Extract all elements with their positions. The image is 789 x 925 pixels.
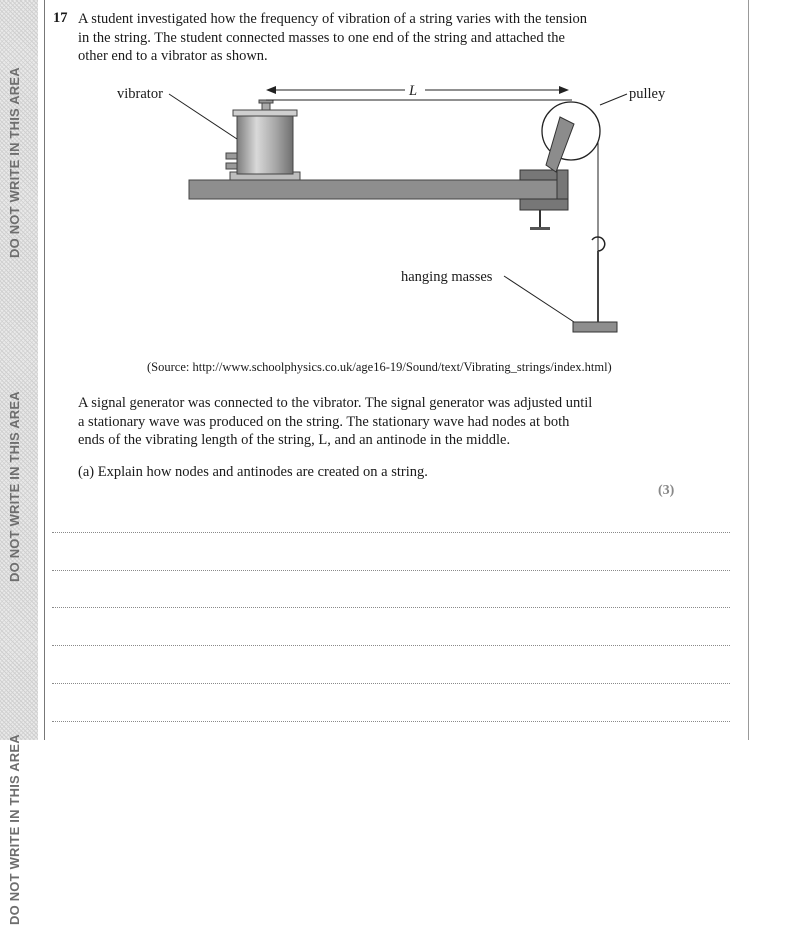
label-length: L [409, 83, 418, 99]
answer-line[interactable] [52, 683, 730, 684]
right-border-rule [748, 0, 749, 740]
clamp [520, 170, 568, 230]
left-border-rule [44, 0, 45, 740]
leader-vibrator [169, 94, 237, 139]
answer-line[interactable] [52, 721, 730, 722]
margin-warning-3: DO NOT WRITE IN THIS AREA [7, 734, 22, 925]
hanging-masses [573, 237, 617, 332]
intro-line: in the string. The student connected masses to one end of the string and attached the [78, 29, 565, 46]
answer-line[interactable] [52, 607, 730, 608]
margin-warning-1: DO NOT WRITE IN THIS AREA [7, 67, 22, 258]
leader-pulley [600, 94, 627, 105]
part-a-question: (a) Explain how nodes and antinodes are created on a string. [78, 464, 428, 480]
leader-masses [504, 276, 574, 322]
vibrator [226, 100, 300, 180]
part-a-marks: (3) [658, 483, 675, 498]
answer-line[interactable] [52, 532, 730, 533]
question-number: 17 [53, 10, 68, 26]
answer-line[interactable] [52, 645, 730, 646]
apparatus-diagram [100, 75, 680, 355]
body-line: a stationary wave was produced on the string. The stationary wave had nodes at both [78, 413, 570, 430]
intro-line: A student investigated how the frequency of vibration of a string varies with the tension [78, 11, 587, 27]
body-line: A signal generator was connected to the vibrator. The signal generator was adjusted until [78, 395, 593, 411]
body-line: ends of the vibrating length of the string, L, and an antinode in the middle. [78, 432, 511, 448]
label-hanging-masses: hanging masses [401, 269, 493, 285]
bench [189, 180, 568, 199]
figure-source: (Source: http://www.schoolphysics.co.uk/age16-19/Sound/text/Vibrating_strings/index.html) [147, 360, 612, 374]
answer-line[interactable] [52, 570, 730, 571]
label-pulley: pulley [629, 86, 666, 102]
question-body [78, 394, 668, 450]
pulley [542, 102, 600, 172]
label-vibrator: vibrator [117, 86, 163, 102]
margin-warning-2: DO NOT WRITE IN THIS AREA [7, 391, 22, 582]
question-intro [78, 10, 658, 66]
intro-line: other end to a vibrator as shown. [78, 48, 268, 64]
